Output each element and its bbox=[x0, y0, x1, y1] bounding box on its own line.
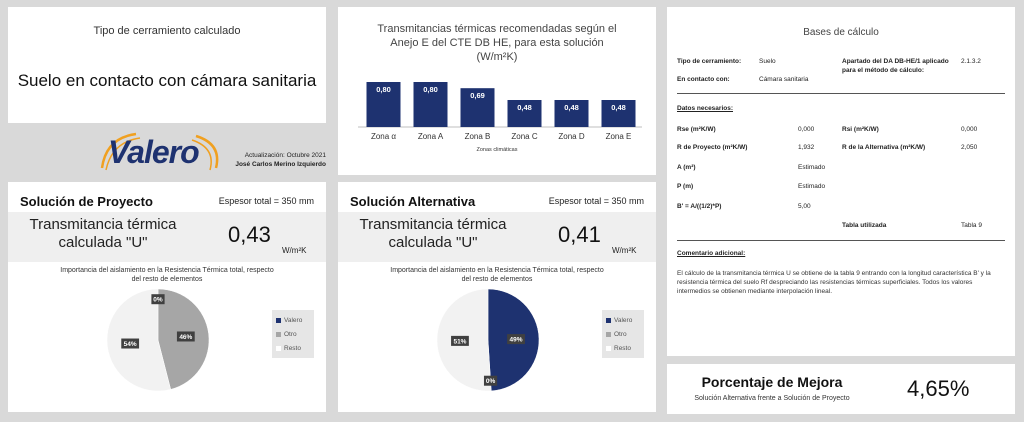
porcentaje-mejora-panel bbox=[667, 364, 1015, 414]
tipo-cerramiento-title: Tipo de cerramiento calculado bbox=[93, 25, 241, 37]
legend-item bbox=[276, 345, 301, 352]
alternativa-u-value: 0,41 bbox=[558, 222, 601, 247]
bases-b-label: B' = A/((1/2)*P) bbox=[677, 203, 722, 210]
legend-swatch bbox=[606, 332, 611, 337]
legend-item bbox=[606, 317, 632, 324]
proyecto-u-value: 0,43 bbox=[228, 222, 271, 247]
bases-tipo-value: Suelo bbox=[759, 58, 776, 65]
legend-label: Resto bbox=[614, 345, 631, 352]
mejora-title: Porcentaje de Mejora bbox=[701, 374, 843, 390]
legend-item bbox=[276, 331, 297, 338]
valero-logo bbox=[96, 130, 226, 172]
legend-label: Resto bbox=[284, 345, 301, 352]
proyecto-pie-legend bbox=[272, 310, 314, 358]
bases-divider-top bbox=[677, 93, 1005, 94]
proyecto-importance-line-1: Importancia del aislamiento en la Resistencia Térmica total, respecto bbox=[60, 267, 274, 274]
category-label: Zona A bbox=[417, 132, 444, 141]
pie-data-label bbox=[484, 376, 497, 386]
legend-label: Otro bbox=[284, 331, 297, 338]
bases-rsi-label: Rsi (m²K/W) bbox=[842, 126, 879, 133]
bases-tabla-value: Tabla 9 bbox=[961, 222, 982, 229]
alternativa-u-label-2: calculada "U" bbox=[388, 234, 478, 251]
proyecto-u-label-2: calculada "U" bbox=[58, 234, 148, 251]
proyecto-u-label-1: Transmitancia térmica bbox=[29, 216, 177, 233]
alternativa-title: Solución Alternativa bbox=[350, 194, 476, 209]
legend-swatch bbox=[276, 332, 281, 337]
solucion-proyecto-panel bbox=[8, 182, 326, 412]
tipo-cerramiento-value: Suelo en contacto con cámara sanitaria bbox=[17, 71, 317, 90]
bar-value-label: 0,48 bbox=[517, 103, 532, 112]
proyecto-title: Solución de Proyecto bbox=[20, 194, 153, 209]
bases-contacto-label: En contacto con: bbox=[677, 76, 730, 83]
bases-rproy-value: 1,932 bbox=[798, 144, 815, 151]
proyecto-u-unit: W/m²K bbox=[282, 246, 307, 255]
pie-label-text: 49% bbox=[509, 336, 523, 344]
legend-label: Valero bbox=[284, 317, 303, 324]
chart-title-line: Transmitancias térmicas recomendadas según el bbox=[377, 23, 617, 35]
bases-a-value: Estimado bbox=[798, 164, 826, 171]
proyecto-pie-chart bbox=[8, 182, 326, 412]
transmitancias-chart-panel bbox=[338, 7, 656, 175]
bases-b-value: 5,00 bbox=[798, 203, 811, 210]
bases-p-label: P (m) bbox=[677, 183, 694, 190]
alternativa-importance-line-2: del resto de elementos bbox=[461, 276, 533, 283]
bases-contacto-value: Cámara sanitaria bbox=[759, 76, 809, 83]
brand-panel bbox=[8, 128, 326, 175]
category-label: Zona D bbox=[558, 132, 585, 141]
bases-tipo-label: Tipo de cerramiento: bbox=[677, 58, 742, 65]
legend-label: Valero bbox=[614, 317, 633, 324]
bases-apartado-label-1: Apartado del DA DB-HE/1 aplicado bbox=[842, 58, 949, 65]
legend-swatch bbox=[276, 318, 281, 323]
bases-rse-value: 0,000 bbox=[798, 126, 815, 133]
legend-swatch bbox=[606, 318, 611, 323]
bases-tabla-label: Tabla utilizada bbox=[842, 222, 887, 229]
bases-divider-bottom bbox=[677, 240, 1005, 241]
bar-value-label: 0,48 bbox=[564, 103, 579, 112]
bases-rsi-value: 0,000 bbox=[961, 126, 978, 133]
bases-comentario-label: Comentario adicional: bbox=[677, 250, 746, 257]
mejora-value: 4,65% bbox=[907, 376, 970, 401]
solucion-alternativa-panel bbox=[338, 182, 656, 412]
mejora-subtitle: Solución Alternativa frente a Solución de Proyecto bbox=[694, 395, 850, 402]
pie-label-text: 46% bbox=[179, 333, 193, 341]
category-label: Zona C bbox=[511, 132, 538, 141]
bases-apartado-value: 2.1.3.2 bbox=[961, 58, 981, 65]
proyecto-importance-line-2: del resto de elementos bbox=[131, 276, 203, 283]
bar-value-label: 0,80 bbox=[376, 85, 391, 94]
bases-calculo-panel bbox=[667, 7, 1015, 356]
legend-item bbox=[606, 331, 627, 338]
alternativa-importance-line-1: Importancia del aislamiento en la Resistencia Térmica total, respecto bbox=[390, 267, 604, 274]
alternativa-espesor: Espesor total = 350 mm bbox=[548, 196, 644, 206]
pie-label-text: 0% bbox=[153, 296, 163, 304]
bar-value-label: 0,69 bbox=[470, 91, 485, 101]
bases-apartado-label-2: para el método de cálculo: bbox=[842, 67, 924, 74]
chart-title-line: Anejo E del CTE DB HE, para esta solución bbox=[390, 37, 604, 49]
pie-label-text: 54% bbox=[123, 341, 137, 349]
bases-rproy-label: R de Proyecto (m²K/W) bbox=[677, 144, 748, 151]
pie-data-label bbox=[507, 334, 525, 344]
chart-title-line: (W/m²K) bbox=[476, 51, 518, 63]
author-name: José Carlos Merino Izquierdo bbox=[235, 161, 326, 168]
tipo-cerramiento-panel bbox=[8, 7, 326, 123]
pie-label-text: 0% bbox=[485, 378, 496, 386]
bases-a-label: A (m²) bbox=[677, 164, 696, 171]
pie-data-label bbox=[151, 294, 164, 304]
category-label: Zona B bbox=[464, 132, 491, 141]
bases-title: Bases de cálculo bbox=[803, 27, 879, 38]
alternativa-pie-legend bbox=[602, 310, 644, 358]
bar-value-label: 0,80 bbox=[423, 85, 438, 94]
legend-swatch bbox=[276, 346, 281, 351]
logo-wordmark: Valero bbox=[108, 134, 199, 170]
x-axis-label: Zonas climáticas bbox=[476, 147, 518, 153]
pie-data-label bbox=[451, 336, 469, 346]
bases-p-value: Estimado bbox=[798, 183, 826, 190]
alternativa-u-unit: W/m²K bbox=[612, 246, 637, 255]
pie-label-text: 51% bbox=[453, 338, 467, 346]
bases-ralt-value: 2,050 bbox=[961, 144, 978, 151]
legend-item bbox=[606, 345, 631, 352]
legend-swatch bbox=[606, 346, 611, 351]
update-date: Actualización: Octubre 2021 bbox=[244, 152, 326, 159]
bases-datos-label: Datos necesarios: bbox=[677, 105, 733, 112]
pie-data-label bbox=[177, 331, 195, 341]
category-label: Zona E bbox=[605, 132, 632, 141]
legend-label: Otro bbox=[614, 331, 627, 338]
alternativa-u-label-1: Transmitancia térmica bbox=[359, 216, 507, 233]
bar-value-label: 0,48 bbox=[611, 103, 626, 112]
alternativa-pie-chart bbox=[338, 182, 656, 412]
pie-data-label bbox=[121, 339, 139, 349]
bases-rse-label: Rse (m²K/W) bbox=[677, 126, 716, 133]
chart-title bbox=[377, 23, 616, 63]
legend-item bbox=[276, 317, 302, 324]
bases-comentario-text: El cálculo de la transmitancia térmica U se obtiene de la tabla 9 entrando con la longitud característica B' y la resistencia térmica del suelo Rf despreciando las resistencias térmicas superficiales. Todos los valores intermedios se obtienen mediante interpolación lineal. bbox=[677, 270, 991, 295]
bases-ralt-label: R de la Alternativa (m²K/W) bbox=[842, 144, 926, 151]
proyecto-espesor: Espesor total = 350 mm bbox=[218, 196, 314, 206]
category-label: Zona α bbox=[370, 132, 397, 141]
transmitancias-bar-chart bbox=[338, 7, 656, 175]
